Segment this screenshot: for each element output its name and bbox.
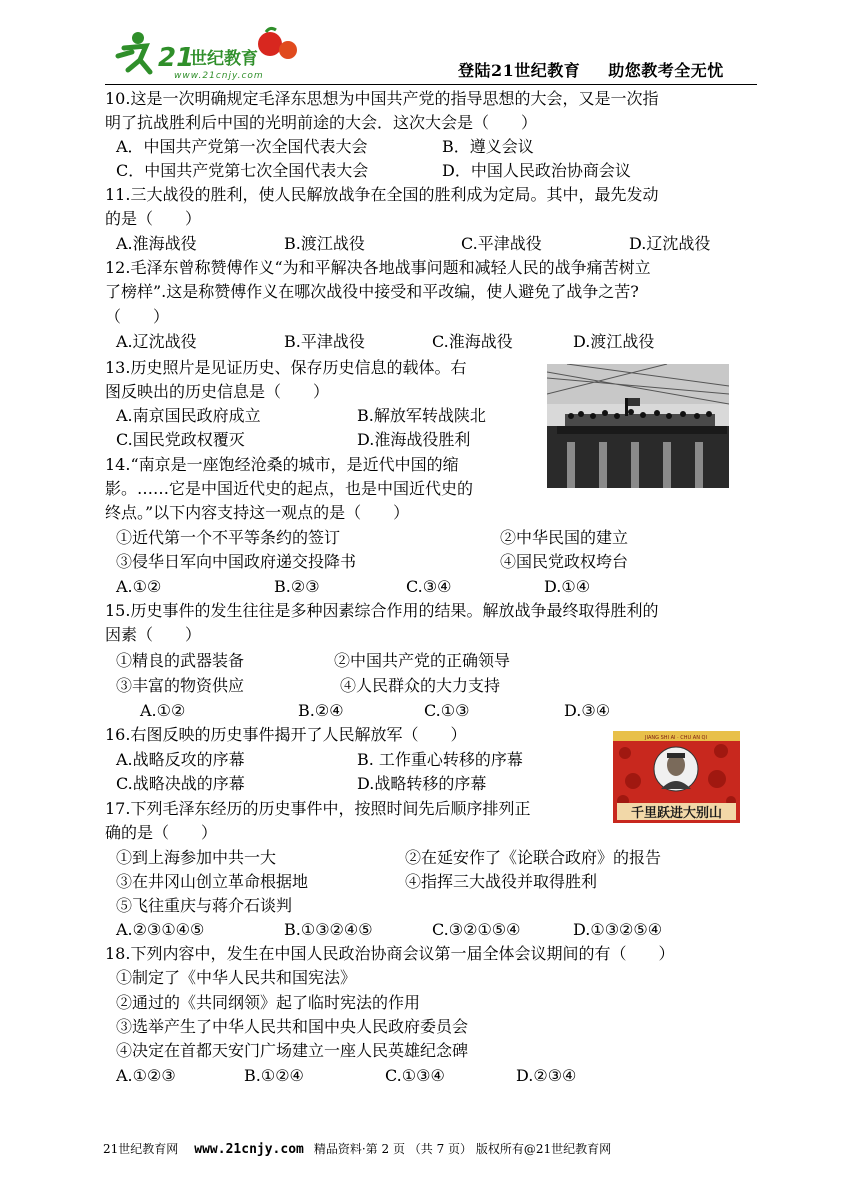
q16-option-c: C.战略决战的序幕: [116, 774, 245, 793]
header-slogan: [458, 58, 724, 81]
q17-statement-4: ④指挥三大战役并取得胜利: [405, 872, 598, 891]
q15-options: [140, 699, 640, 723]
q14-statement-4: ④国民党政权垮台: [500, 552, 629, 571]
q17-option-a: A.②③①④⑤: [116, 920, 205, 939]
q10-option-b: B．遵义会议: [442, 137, 534, 156]
q11-option-b: B.渡江战役: [284, 234, 365, 253]
q18-stem: 18.下列内容中，发生在中国人民政治协商会议第一届全体会议期间的有（ ）: [105, 944, 675, 963]
dabie-mountain-poster-image: [613, 731, 740, 823]
q10-option-c: C．中国共产党第七次全国代表大会: [116, 161, 369, 180]
q15-statement-3: ③丰富的物资供应: [116, 676, 245, 695]
q14-option-d: D.①④: [544, 577, 591, 596]
q15-statement-1: ①精良的武器装备: [116, 651, 245, 670]
q17-statement-3: ③在井冈山创立革命根据地: [116, 872, 309, 891]
q10-stem-1: 10.这是一次明确规定毛泽东思想为中国共产党的指导思想的大会，又是一次指: [105, 89, 659, 108]
q18-statement-3: ③选举产生了中华人民共和国中央人民政府委员会: [116, 1017, 469, 1036]
poster-top-text: JIANG SHI AI · CHU AN QI: [645, 735, 707, 741]
q14-option-c: C.③④: [406, 577, 452, 596]
q14-statement-2: ②中华民国的建立: [500, 528, 629, 547]
q14-statements-row-2: [116, 550, 656, 574]
q18-option-c: C.①③④: [385, 1066, 445, 1085]
q13-stem-2: 图反映出的历史信息是（ ）: [105, 382, 330, 401]
q17-option-d: D.①③②⑤④: [573, 920, 663, 939]
q11-options: [116, 232, 756, 256]
q18-statement-1: ①制定了《中华人民共和国宪法》: [116, 968, 357, 987]
q17-stem-1: 17.下列毛泽东经历的历史事件中，按照时间先后顺序排列正: [105, 799, 531, 818]
svg-text:21: 21: [158, 43, 195, 73]
q14-statement-1: ①近代第一个不平等条约的签订: [116, 528, 341, 547]
q14-statement-3: ③侵华日军向中国政府递交投降书: [116, 552, 357, 571]
q14-stem-2: 影。……它是中国近代史的起点，也是中国近代史的: [105, 479, 474, 498]
q15-option-b: B.②④: [298, 701, 344, 720]
q15-statements-row-1: [116, 649, 536, 673]
q15-option-a: A.①②: [140, 701, 186, 720]
q14-stem-3: 终点。”以下内容支持这一观点的是（ ）: [105, 503, 410, 522]
q18-option-d: D.②③④: [516, 1066, 577, 1085]
q11-option-d: D.辽沈战役: [629, 234, 711, 253]
q17-statements-row-1: [116, 846, 716, 870]
q18-options: [116, 1064, 636, 1088]
q18-statement-4: ④决定在首都天安门广场建立一座人民英雄纪念碑: [116, 1041, 469, 1060]
poster-caption: 千里跃进大别山: [630, 806, 723, 821]
header-divider: [105, 84, 757, 85]
q16-option-a: A.战略反攻的序幕: [116, 750, 245, 769]
q10-stem-2: 明了抗战胜利后中国的光明前途的大会．这次大会是（ ）: [105, 113, 538, 132]
q11-stem-2: 的是（ ）: [105, 209, 202, 228]
q17-statement-2: ②在延安作了《论联合政府》的报告: [405, 848, 662, 867]
q12-options: [116, 330, 756, 354]
q10-option-d: D．中国人民政治协商会议: [442, 161, 631, 180]
q17-stem-2: 确的是（ ）: [105, 823, 218, 842]
runner-icon: [118, 32, 150, 72]
slogan-login: 登陆21世纪教育: [458, 61, 581, 80]
q16-option-d: D.战略转移的序幕: [357, 774, 487, 793]
q13-option-d: D.淮海战役胜利: [357, 430, 471, 449]
q12-option-a: A.辽沈战役: [116, 332, 197, 351]
q16-option-b: B. 工作重心转移的序幕: [357, 750, 523, 769]
q12-option-d: D.渡江战役: [573, 332, 655, 351]
q14-stem-1: 14.“南京是一座饱经沧桑的城市，是近代中国的缩: [105, 455, 459, 474]
q17-statement-1: ①到上海参加中共一大: [116, 848, 277, 867]
q14-statements-row-1: [116, 526, 656, 550]
q12-stem-2: 了榜样”.这是称赞傅作义在哪次战役中接受和平改编，使人避免了战争之苦?: [105, 282, 639, 301]
footer-page-info: 精品资料·第 2 页 （共 7 页） 版权所有@21世纪教育网: [313, 1142, 612, 1156]
svg-text:www.21cnjy.com: www.21cnjy.com: [174, 71, 264, 81]
q10-options-row-1: [116, 135, 716, 159]
q17-statement-5: ⑤飞往重庆与蒋介石谈判: [116, 896, 293, 915]
q15-statements-row-2: [116, 674, 536, 698]
q12-stem-1: 12.毛泽东曾称赞傅作义“为和平解决各地战事问题和减轻人民的战争痛苦树立: [105, 258, 651, 277]
q13-options-row-1: [116, 404, 536, 428]
q15-statement-4: ④人民群众的大力支持: [340, 676, 501, 695]
q16-options-row-2: [116, 772, 576, 796]
q13-option-b: B.解放军转战陕北: [357, 406, 486, 425]
footer-site-name: 21世纪教育网: [103, 1142, 179, 1156]
q11-option-c: C.平津战役: [461, 234, 542, 253]
q17-option-c: C.③②①⑤④: [432, 920, 521, 939]
slogan-help: 助您教考全无忧: [608, 61, 724, 80]
q18-option-b: B.①②④: [244, 1066, 304, 1085]
q15-stem-2: 因素（ ）: [105, 625, 202, 644]
nanjing-presidential-palace-photo: [547, 364, 729, 488]
q12-option-b: B.平津战役: [284, 332, 365, 351]
q18-option-a: A.①②③: [116, 1066, 176, 1085]
q13-option-a: A.南京国民政府成立: [116, 406, 261, 425]
q10-options-row-2: [116, 159, 716, 183]
q16-options-row-1: [116, 748, 576, 772]
q15-option-c: C.①③: [424, 701, 470, 720]
q11-stem-1: 11.三大战役的胜利，使人民解放战争在全国的胜利成为定局。其中，最先发动: [105, 185, 659, 204]
q13-stem-1: 13.历史照片是见证历史、保存历史信息的载体。右: [105, 358, 467, 377]
q15-stem-1: 15.历史事件的发生往往是多种因素综合作用的结果。解放战争最终取得胜利的: [105, 601, 659, 620]
q10-option-a: A．中国共产党第一次全国代表大会: [116, 137, 368, 156]
q18-statement-2: ②通过的《共同纲领》起了临时宪法的作用: [116, 993, 421, 1012]
q17-options: [116, 918, 716, 942]
q12-option-c: C.淮海战役: [432, 332, 513, 351]
q13-options-row-2: [116, 428, 536, 452]
q13-option-c: C.国民党政权覆灭: [116, 430, 245, 449]
q17-option-b: B.①③②④⑤: [284, 920, 373, 939]
site-logo: [110, 26, 310, 82]
q17-statements-row-2: [116, 870, 716, 894]
svg-text:世纪教育: 世纪教育: [190, 49, 258, 69]
q11-option-a: A.淮海战役: [116, 234, 197, 253]
footer-url-link[interactable]: www.21cnjy.com: [194, 1142, 304, 1157]
q14-options: [116, 575, 616, 599]
q16-stem: 16.右图反映的历史事件揭开了人民解放军（ ）: [105, 725, 467, 744]
q14-option-a: A.①②: [116, 577, 162, 596]
page-footer: [103, 1140, 611, 1157]
q15-option-d: D.③④: [564, 701, 611, 720]
q12-stem-3: （ ）: [105, 307, 170, 326]
q15-statement-2: ②中国共产党的正确领导: [334, 651, 511, 670]
q14-option-b: B.②③: [274, 577, 320, 596]
